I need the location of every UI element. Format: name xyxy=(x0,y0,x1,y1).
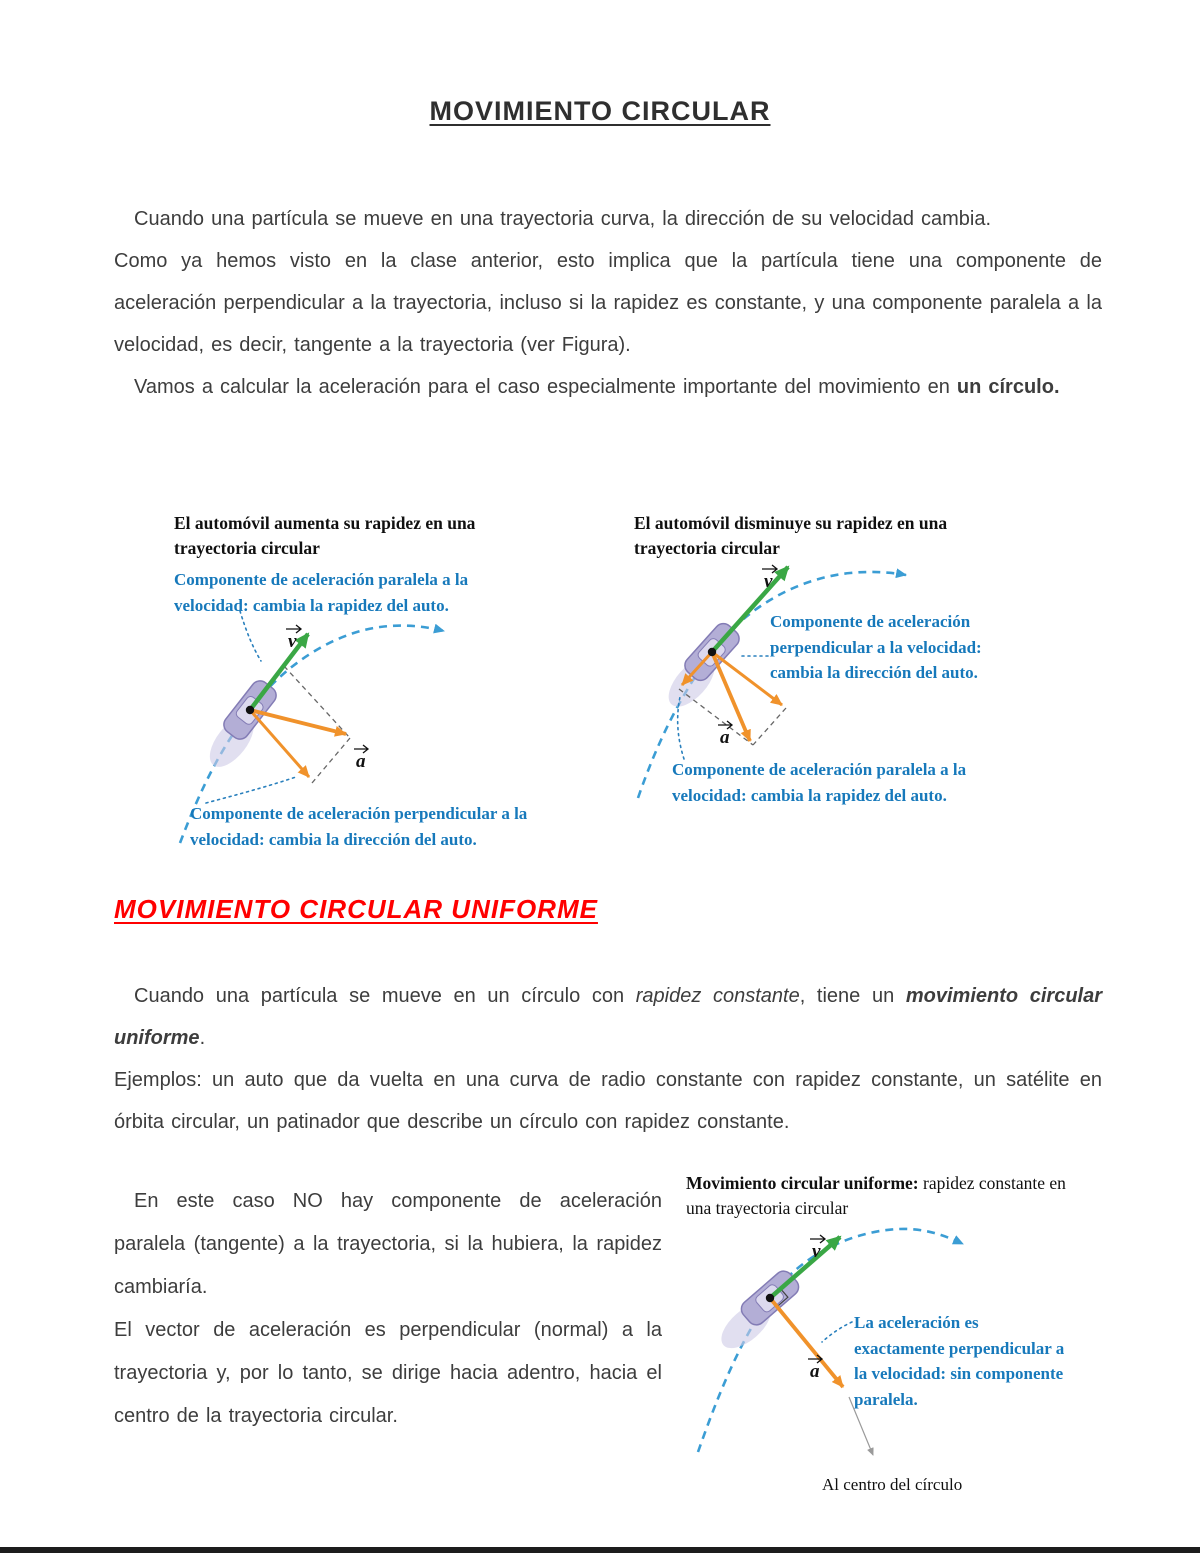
uniform-motion-paragraphs xyxy=(114,975,1102,1143)
center-direction-line xyxy=(849,1397,873,1455)
paragraph-no-parallel-component: En este caso NO hay componente de aceleración paralela (tangente) a la trayectoria, si la hubiera, la rapidez cambiaría. xyxy=(114,1190,662,1298)
figure-caption-perpendicular: Componente de aceleración perpendicular a la velocidad: cambia la dirección del auto. xyxy=(770,612,982,682)
page-bottom-edge xyxy=(0,1547,1200,1553)
paragraph-text: Cuando una partícula se mueve en un círculo con xyxy=(134,985,636,1007)
caption-leader-bottom xyxy=(678,697,684,759)
figure-title: El automóvil disminuye su rapidez en una trayectoria circular xyxy=(634,513,948,558)
svg-text:v: v xyxy=(764,571,773,592)
vector-construction-lines xyxy=(284,666,350,783)
acceleration-label xyxy=(718,721,732,748)
figure-caption-center: Al centro del círculo xyxy=(822,1475,963,1494)
figure-title-bold: Movimiento circular uniforme: xyxy=(686,1173,919,1193)
section-heading-uniform-circular-motion: MOVIMIENTO CIRCULAR UNIFORME xyxy=(114,894,598,924)
svg-text:a: a xyxy=(810,1361,820,1382)
paragraph-acceleration-components: Como ya hemos visto en la clase anterior, esto implica que la partícula tiene una componente de aceleración perpendicular a la trayectoria, incluso si la rapidez es constante, y una componente paralela a la velocidad, es decir, tangente a la trayectoria (ver Figura). xyxy=(114,250,1102,356)
document-title: MOVIMIENTO CIRCULAR xyxy=(429,96,771,126)
paragraph-velocity-direction: Cuando una partícula se mueve en una trayectoria curva, la dirección de su velocidad cambia. xyxy=(134,208,992,230)
caption-leader-right xyxy=(822,1322,852,1342)
paragraph-circle-intro xyxy=(114,366,1102,408)
intro-paragraphs xyxy=(114,198,1102,408)
velocity-label xyxy=(810,1235,825,1262)
figure-car-speeding-up xyxy=(160,505,565,873)
figure-title-rest: rapidez constante en una trayectoria circular xyxy=(686,1173,1066,1218)
paragraph-examples: Ejemplos: un auto que da vuelta en una curva de radio constante con rapidez constante, un satélite en órbita circular, un patinador que describe un círculo con rapidez constante. xyxy=(114,1069,1102,1133)
acceleration-vector xyxy=(770,1298,843,1387)
figure-title: El automóvil aumenta su rapidez en una trayectoria circular xyxy=(174,513,476,558)
svg-text:v: v xyxy=(288,631,297,652)
paragraph-bold-italic-text: movimiento circular uniforme xyxy=(114,985,1103,1049)
svg-text:v: v xyxy=(812,1241,821,1262)
figure-caption-parallel: Componente de aceleración paralela a la velocidad: cambia la rapidez del auto. xyxy=(174,570,469,615)
acceleration-vector xyxy=(250,710,346,734)
particle-dot xyxy=(708,648,716,656)
caption-leader-bottom xyxy=(206,777,296,803)
paragraph-italic-text: rapidez constante xyxy=(635,985,800,1007)
velocity-vector xyxy=(712,567,788,652)
paragraph-text: , tiene un xyxy=(799,985,906,1007)
figure-drawing xyxy=(618,505,1043,873)
figure-caption-perpendicular: Componente de aceleración perpendicular a la velocidad: cambia la dirección del auto. xyxy=(190,804,528,849)
svg-text:a: a xyxy=(356,751,366,772)
paragraph-text: . xyxy=(199,1027,206,1049)
velocity-vector xyxy=(770,1237,840,1298)
velocity-vector xyxy=(250,634,308,710)
paragraph-uniform-definition xyxy=(114,975,1102,1059)
car xyxy=(199,677,285,774)
particle-dot xyxy=(766,1294,774,1302)
paragraph-bold-text: un círculo. xyxy=(956,376,1060,398)
left-column-paragraphs xyxy=(114,1180,662,1438)
particle-dot xyxy=(246,706,254,714)
paragraph-acceleration-normal: El vector de aceleración es perpendicular (normal) a la trayectoria y, por lo tanto, se dirige hacia adentro, hacia el centro de la trayectoria circular. xyxy=(114,1319,662,1427)
paragraph-text: Vamos a calcular la aceleración para el caso especialmente importante del movimiento en xyxy=(134,376,957,398)
figure-caption-perpendicular: La aceleración es exactamente perpendicular a la velocidad: sin componente paralela. xyxy=(854,1313,1065,1409)
acceleration-perpendicular-component xyxy=(250,710,309,777)
caption-leader-top xyxy=(240,611,261,661)
svg-text:a: a xyxy=(720,727,730,748)
figure-car-slowing-down xyxy=(618,505,1043,873)
figure-uniform-circular-motion xyxy=(672,1165,1092,1553)
acceleration-label xyxy=(808,1355,822,1382)
acceleration-label xyxy=(354,745,368,772)
figure-caption-parallel: Componente de aceleración paralela a la velocidad: cambia la rapidez del auto. xyxy=(672,760,967,805)
